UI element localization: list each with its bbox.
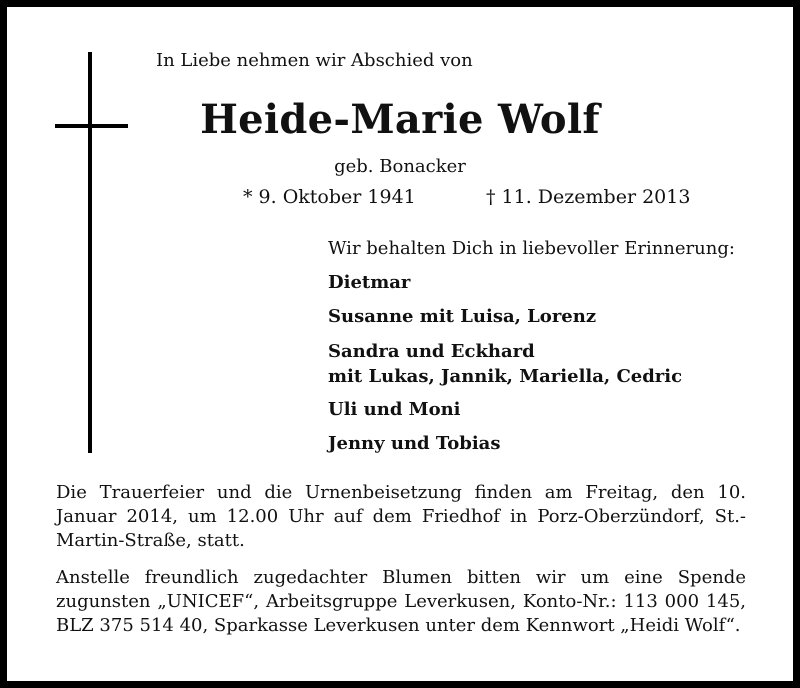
mourner-name: Uli und Moni — [328, 399, 461, 420]
deceased-name: Heide-Marie Wolf — [200, 96, 600, 143]
ceremony-paragraph: Die Trauerfeier und die Urnenbeisetzung finden am Freitag, den 10. Januar 2014, um 12.00 Uhr auf dem Friedhof in Porz-Oberzündorf, St.-Martin-Straße, statt. — [56, 482, 746, 551]
donation-paragraph: Anstelle freundlich zugedachter Blumen bitten wir um eine Spende zugunsten „UNICEF“, Arbeitsgruppe Leverkusen, Konto-Nr.: 113 000 145, BLZ 375 514 40, Sparkasse Leverkusen unter dem Kennwort „Heidi Wolf“. — [56, 567, 746, 636]
intro-line: In Liebe nehmen wir Abschied von — [156, 50, 473, 71]
mourner-name: Sandra und Eckhard — [328, 341, 535, 362]
birth-name: geb. Bonacker — [334, 156, 466, 177]
mourner-name: mit Lukas, Jannik, Mariella, Cedric — [328, 366, 683, 387]
death-date: † 11. Dezember 2013 — [486, 186, 691, 208]
mourner-name: Jenny und Tobias — [328, 433, 501, 454]
birth-date: * 9. Oktober 1941 — [243, 186, 416, 208]
mourner-name: Dietmar — [328, 272, 411, 293]
memory-line: Wir behalten Dich in liebevoller Erinnerung: — [328, 238, 735, 259]
mourner-name: Susanne mit Luisa, Lorenz — [328, 306, 597, 327]
